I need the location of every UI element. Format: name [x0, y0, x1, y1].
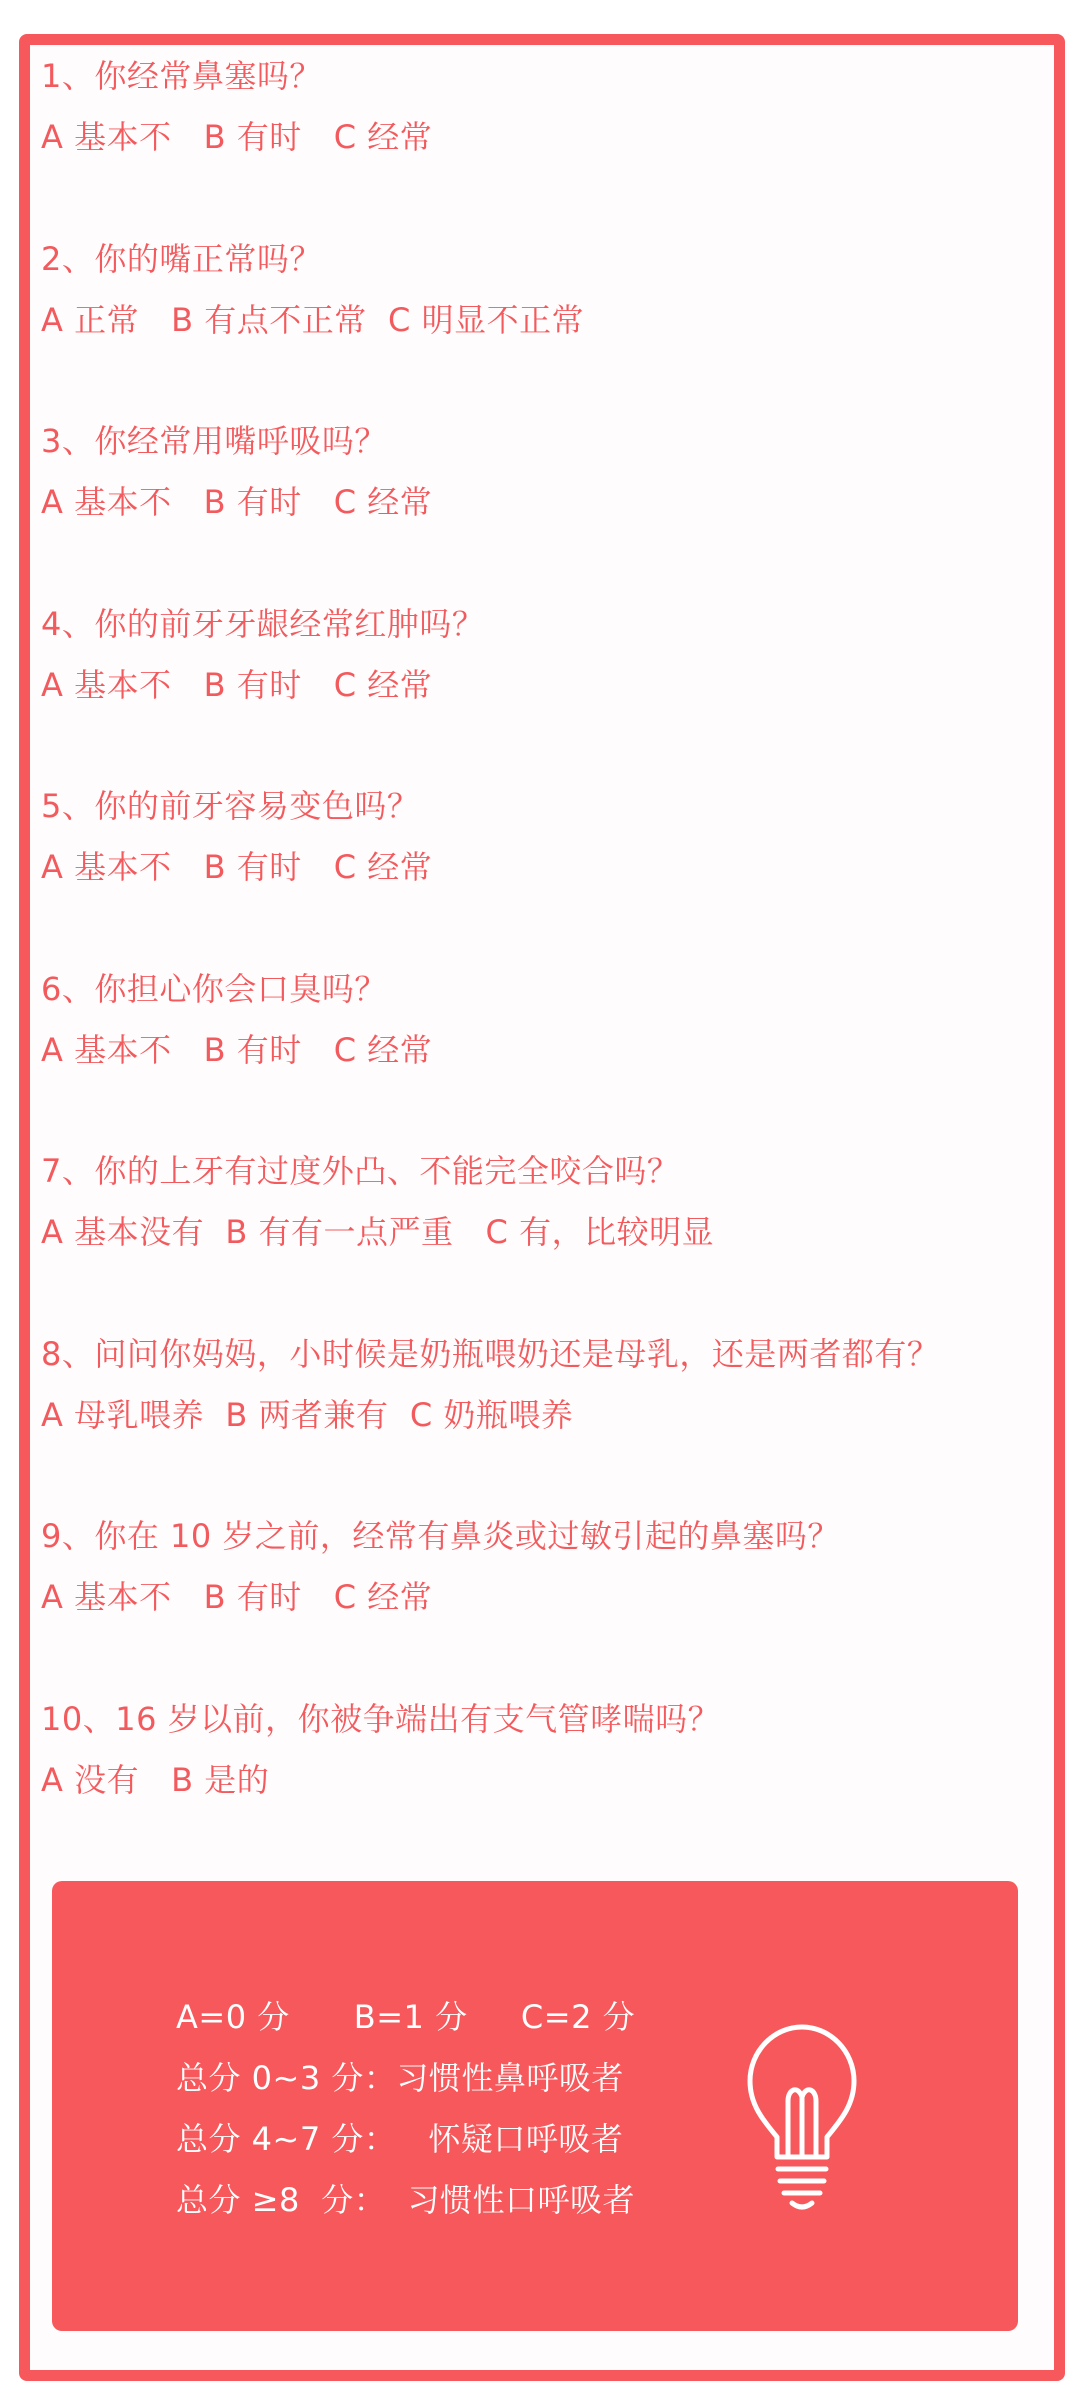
question-text: 1、你经常鼻塞吗？: [41, 57, 322, 95]
question-text: 10、16 岁以前，你被争端出有支气管哮喘吗？: [41, 1699, 721, 1738]
question-text: 6、你担心你会口臭吗？: [41, 969, 387, 1008]
question-item: [41, 1141, 1001, 1324]
question-text: 8、问问你妈妈，小时候是奶瓶喂奶还是母乳，还是两者都有？: [41, 1334, 940, 1373]
question-options: A 基本不 B 有时 C 经常: [41, 118, 433, 156]
score-range-nose: 总分 0~3 分：习惯性鼻呼吸者: [176, 2059, 624, 2097]
question-item: [41, 46, 1001, 229]
question-options: A 母乳喂养 B 两者兼有 C 奶瓶喂养: [41, 1395, 574, 1434]
question-list: [41, 46, 1001, 1871]
question-item: [41, 594, 1001, 777]
question-text: 7、你的上牙有过度外凸、不能完全咬合吗？: [41, 1152, 680, 1190]
question-item: [41, 229, 1001, 412]
lightbulb-icon: [742, 2019, 862, 2219]
question-text: 2、你的嘴正常吗？: [41, 239, 322, 278]
question-options: A 没有 B 是的: [41, 1760, 270, 1799]
question-item: [41, 1689, 1001, 1872]
question-options: A 基本不 B 有时 C 经常: [41, 483, 433, 521]
question-options: A 正常 B 有点不正常 C 明显不正常: [41, 300, 585, 339]
question-text: 3、你经常用嘴呼吸吗？: [41, 422, 387, 460]
question-options: A 基本不 B 有时 C 经常: [41, 665, 433, 704]
question-item: [41, 959, 1001, 1142]
score-range-suspect: 总分 4~7 分： 怀疑口呼吸者: [176, 2120, 624, 2158]
question-item: [41, 411, 1001, 594]
score-range-mouth: 总分 ≥8 分： 习惯性口呼吸者: [176, 2181, 636, 2219]
question-text: 9、你在 10 岁之前，经常有鼻炎或过敏引起的鼻塞吗？: [41, 1517, 840, 1555]
question-options: A 基本不 B 有时 C 经常: [41, 848, 433, 886]
scoring-box: [52, 1881, 1018, 2331]
score-values: A=0 分 B=1 分 C=2 分: [176, 1998, 636, 2036]
question-text: 5、你的前牙容易变色吗？: [41, 787, 420, 825]
question-item: [41, 1506, 1001, 1689]
scoring-rules: [176, 1987, 635, 2231]
question-options: A 基本不 B 有时 C 经常: [41, 1578, 433, 1616]
question-item: [41, 776, 1001, 959]
question-item: [41, 1324, 1001, 1507]
question-text: 4、你的前牙牙龈经常红肿吗？: [41, 604, 485, 643]
question-options: A 基本不 B 有时 C 经常: [41, 1030, 433, 1069]
question-options: A 基本没有 B 有有一点严重 C 有，比较明显: [41, 1213, 715, 1251]
